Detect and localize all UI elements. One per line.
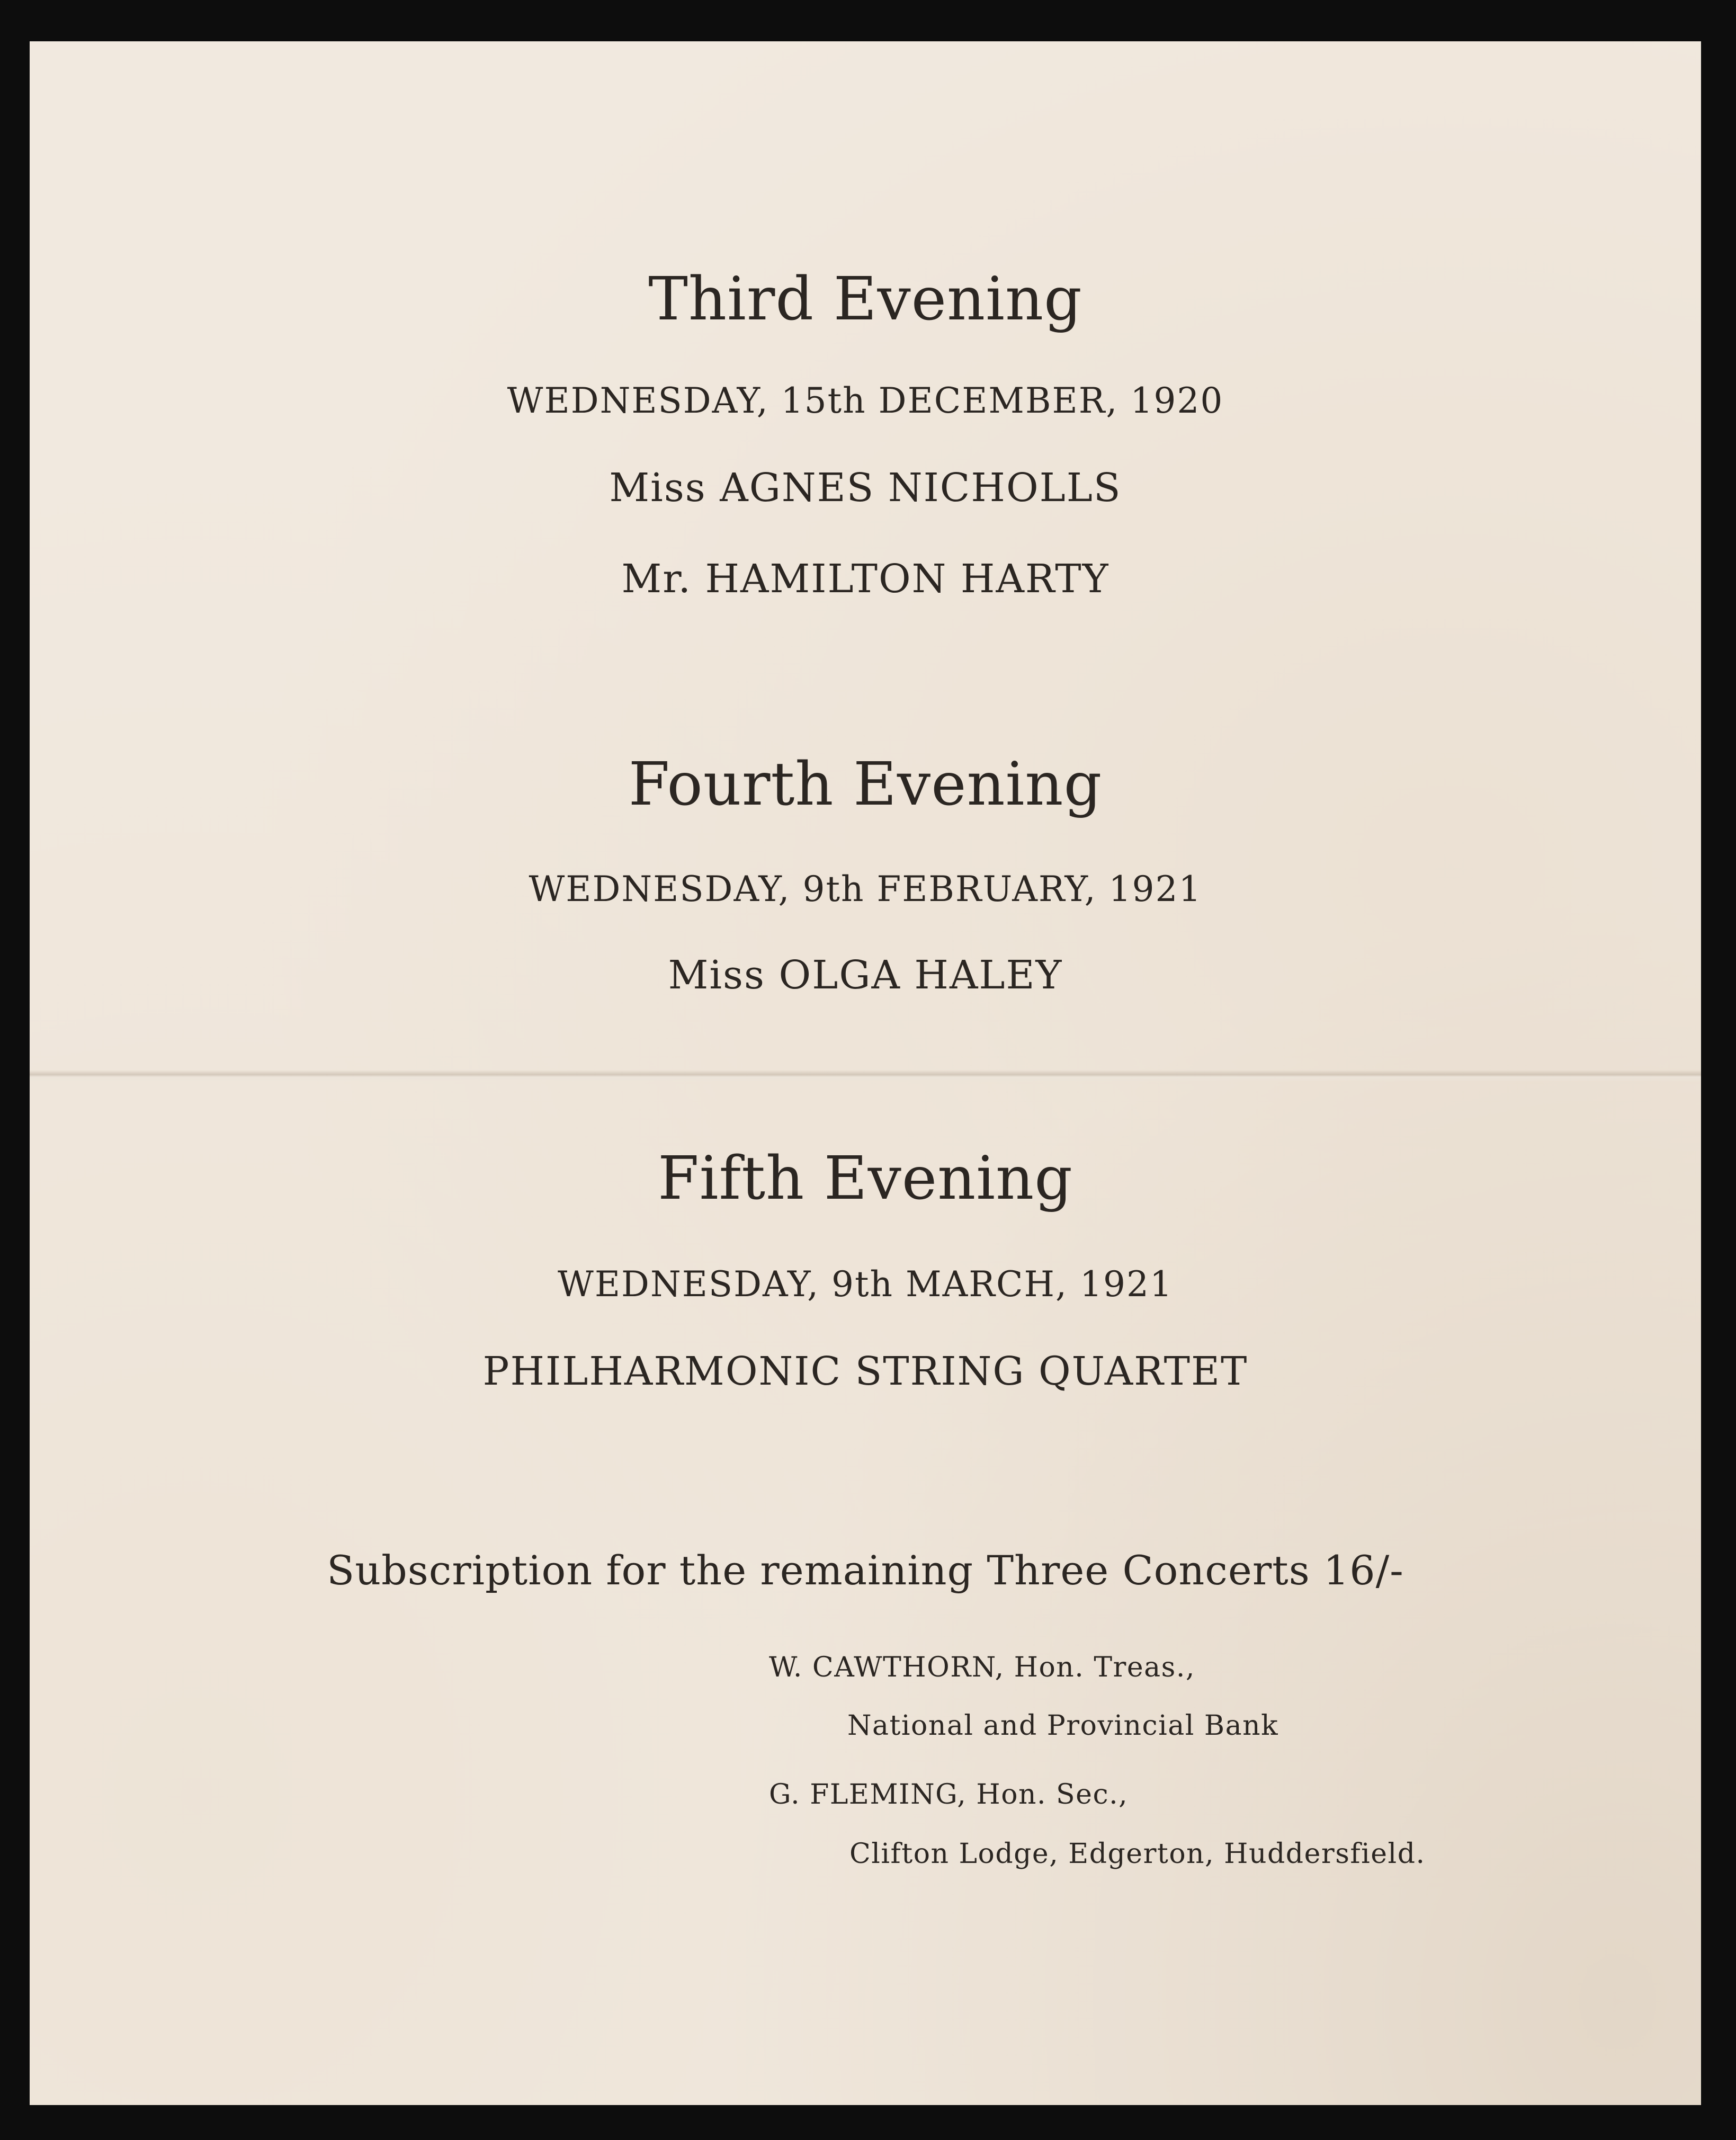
fourth-evening-heading: Fourth Evening	[628, 750, 1103, 819]
secretary-name: G. FLEMING, Hon. Sec.,	[769, 1779, 1129, 1811]
fifth-evening-heading: Fifth Evening	[658, 1144, 1073, 1213]
third-evening-performer-2: Mr. HAMILTON HARTY	[621, 556, 1109, 602]
third-evening-heading: Third Evening	[648, 265, 1082, 334]
fifth-evening-date: WEDNESDAY, 9th MARCH, 1921	[558, 1264, 1173, 1305]
secretary-address: Clifton Lodge, Edgerton, Huddersfield.	[849, 1838, 1426, 1870]
programme-sheet	[30, 41, 1701, 2105]
treasurer-address: National and Provincial Bank	[847, 1710, 1279, 1742]
fourth-evening-date: WEDNESDAY, 9th FEBRUARY, 1921	[529, 869, 1202, 910]
fifth-evening-performer-1: PHILHARMONIC STRING QUARTET	[482, 1349, 1248, 1394]
third-evening-date: WEDNESDAY, 15th DECEMBER, 1920	[507, 380, 1224, 421]
subscription-note: Subscription for the remaining Three Concerts 16/-	[327, 1547, 1404, 1594]
third-evening-performer-1: Miss AGNES NICHOLLS	[609, 465, 1122, 511]
fold-crease	[30, 1070, 1701, 1082]
treasurer-name: W. CAWTHORN, Hon. Treas.,	[769, 1652, 1195, 1683]
fourth-evening-performer-1: Miss OLGA HALEY	[668, 952, 1063, 998]
